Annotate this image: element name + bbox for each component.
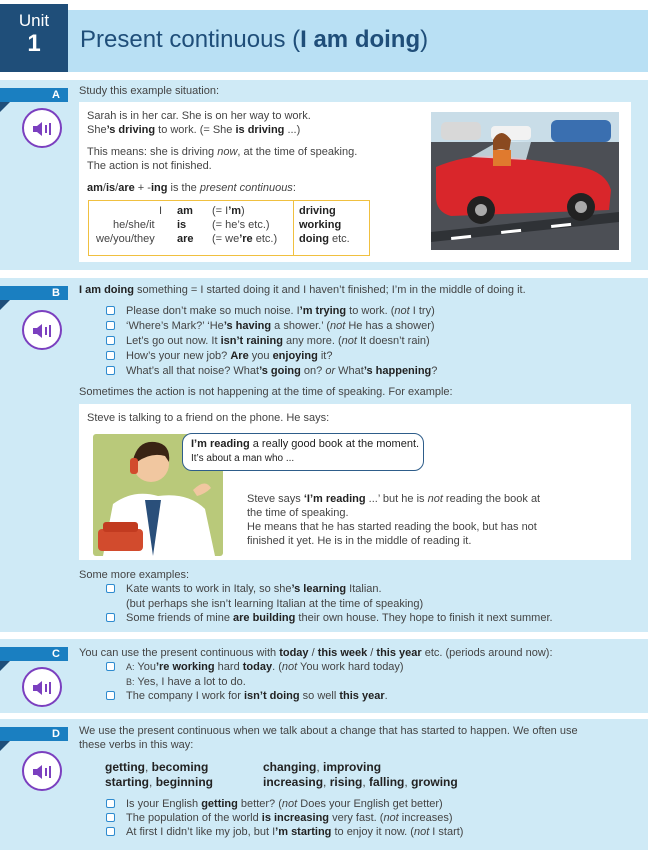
audio-button-b[interactable] (22, 310, 62, 350)
speaker-icon (32, 679, 54, 697)
section-marker (0, 661, 10, 671)
a-line-4: The action is not finished. (87, 160, 212, 172)
a-line-1: Sarah is in her car. She is on her way to work. (87, 110, 311, 122)
section-c-label: C (0, 647, 68, 661)
d-example-3: At first I didn’t like my job, but I’m starting to enjoy it now. (not I start) (126, 826, 464, 838)
square-bullet-icon (106, 662, 115, 671)
b-more-1: Kate wants to work in Italy, so she’s learning Italian. (126, 583, 382, 595)
pronoun-3: we/you/they (96, 233, 155, 245)
contraction-1: (= I’m) (212, 205, 245, 217)
pronoun-1: I (159, 205, 163, 217)
section-marker (0, 300, 10, 310)
b-example-3: Let’s go out now. It isn’t raining any more. (not It doesn’t rain) (126, 335, 430, 347)
b-more-2: Some friends of mine are building their own house. They hope to finish it next summer. (126, 612, 553, 624)
pronoun-2: he/she/it (113, 219, 155, 231)
b-steve-intro: Steve is talking to a friend on the phone. He says: (87, 412, 330, 424)
unit-badge (0, 4, 68, 72)
section-d (0, 719, 648, 850)
verb-3: are (177, 233, 194, 245)
d-verbs-3: starting, beginning (105, 775, 214, 789)
a-line-3: This means: she is driving now, at the time of speaking. (87, 146, 358, 158)
ing-3: doing etc. (299, 233, 350, 245)
speaker-icon (32, 120, 54, 138)
section-b-label: B (0, 286, 68, 300)
speaker-icon (32, 763, 54, 781)
b-more-examples: Some more examples: (79, 569, 190, 581)
d-verbs-1: getting, becoming (105, 760, 209, 774)
square-bullet-icon (106, 613, 115, 622)
b-intro: I am doing something = I started doing it and I haven’t finished; I’m in the middle of doing it. (79, 284, 526, 296)
c-example-b: B: Yes, I have a lot to do. (126, 676, 246, 688)
unit-header (0, 0, 648, 74)
table-divider (293, 201, 294, 255)
square-bullet-icon (106, 366, 115, 375)
square-bullet-icon (106, 691, 115, 700)
car-illustration (431, 112, 619, 250)
c-example-a: A: You’re working hard today. (not You work hard today) (126, 661, 404, 673)
a-line-2: She’s driving to work. (= She is driving ...) (87, 124, 301, 136)
d-example-1: Is your English getting better? (not Does your English get better) (126, 798, 443, 810)
a-line-5: am/is/are + -ing is the present continuous: (87, 182, 296, 194)
square-bullet-icon (106, 351, 115, 360)
ing-1: driving (299, 205, 336, 217)
ing-2: working (299, 219, 342, 231)
steve-says-4: finished it yet. He is in the middle of reading it. (247, 535, 472, 547)
c-example-c: The company I work for isn’t doing so well this year. (126, 690, 388, 702)
bubble-line-2: It’s about a man who ... (191, 453, 295, 464)
square-bullet-icon (106, 584, 115, 593)
square-bullet-icon (106, 306, 115, 315)
verb-1: am (177, 205, 193, 217)
speaker-icon (32, 322, 54, 340)
b-example-5: What’s all that noise? What’s going on? or What’s happening? (126, 365, 438, 377)
audio-button-a[interactable] (22, 108, 62, 148)
b-sometimes: Sometimes the action is not happening at the time of speaking. For example: (79, 386, 453, 398)
bubble-line-1: I’m reading a really good book at the moment. (191, 438, 420, 450)
square-bullet-icon (106, 321, 115, 330)
audio-button-c[interactable] (22, 667, 62, 707)
b-example-4: How’s your new job? Are you enjoying it? (126, 350, 333, 362)
section-a-label: A (0, 88, 68, 102)
d-intro-2: these verbs in this way: (79, 739, 194, 751)
section-marker (0, 741, 10, 751)
section-a-intro: Study this example situation: (79, 85, 220, 97)
square-bullet-icon (106, 827, 115, 836)
steve-says-1: Steve says ‘I’m reading ...’ but he is not reading the book at (247, 493, 541, 505)
steve-says-2: the time of speaking. (247, 507, 349, 519)
audio-button-d[interactable] (22, 751, 62, 791)
square-bullet-icon (106, 336, 115, 345)
b-more-1-note: (but perhaps she isn’t learning Italian at the time of speaking) (126, 598, 424, 610)
verb-2: is (177, 219, 187, 231)
page-title: Present continuous (I am doing) (80, 26, 429, 53)
b-example-2: ‘Where’s Mark?’ ‘He’s having a shower.’ (not He has a shower) (126, 320, 435, 332)
steve-says-3: He means that he has started reading the book, but has not (247, 521, 537, 533)
section-d-label: D (0, 727, 68, 741)
d-intro-1: We use the present continuous when we talk about a change that has started to happen. We often use (79, 725, 578, 737)
section-marker (0, 102, 10, 112)
contraction-2: (= he’s etc.) (212, 219, 270, 231)
d-verbs-4: increasing, rising, falling, growing (263, 775, 458, 789)
contraction-3: (= we’re etc.) (212, 233, 278, 245)
square-bullet-icon (106, 799, 115, 808)
title-bar (68, 10, 648, 72)
section-c (0, 639, 648, 713)
c-intro: You can use the present continuous with today / this week / this year etc. (periods around now): (79, 647, 553, 659)
d-example-2: The population of the world is increasing very fast. (not increases) (126, 812, 453, 824)
unit-number: 1 (27, 30, 41, 57)
square-bullet-icon (106, 813, 115, 822)
unit-label: Unit (18, 11, 50, 30)
d-verbs-2: changing, improving (263, 760, 382, 774)
b-example-1: Please don’t make so much noise. I’m trying to work. (not I try) (126, 305, 435, 317)
